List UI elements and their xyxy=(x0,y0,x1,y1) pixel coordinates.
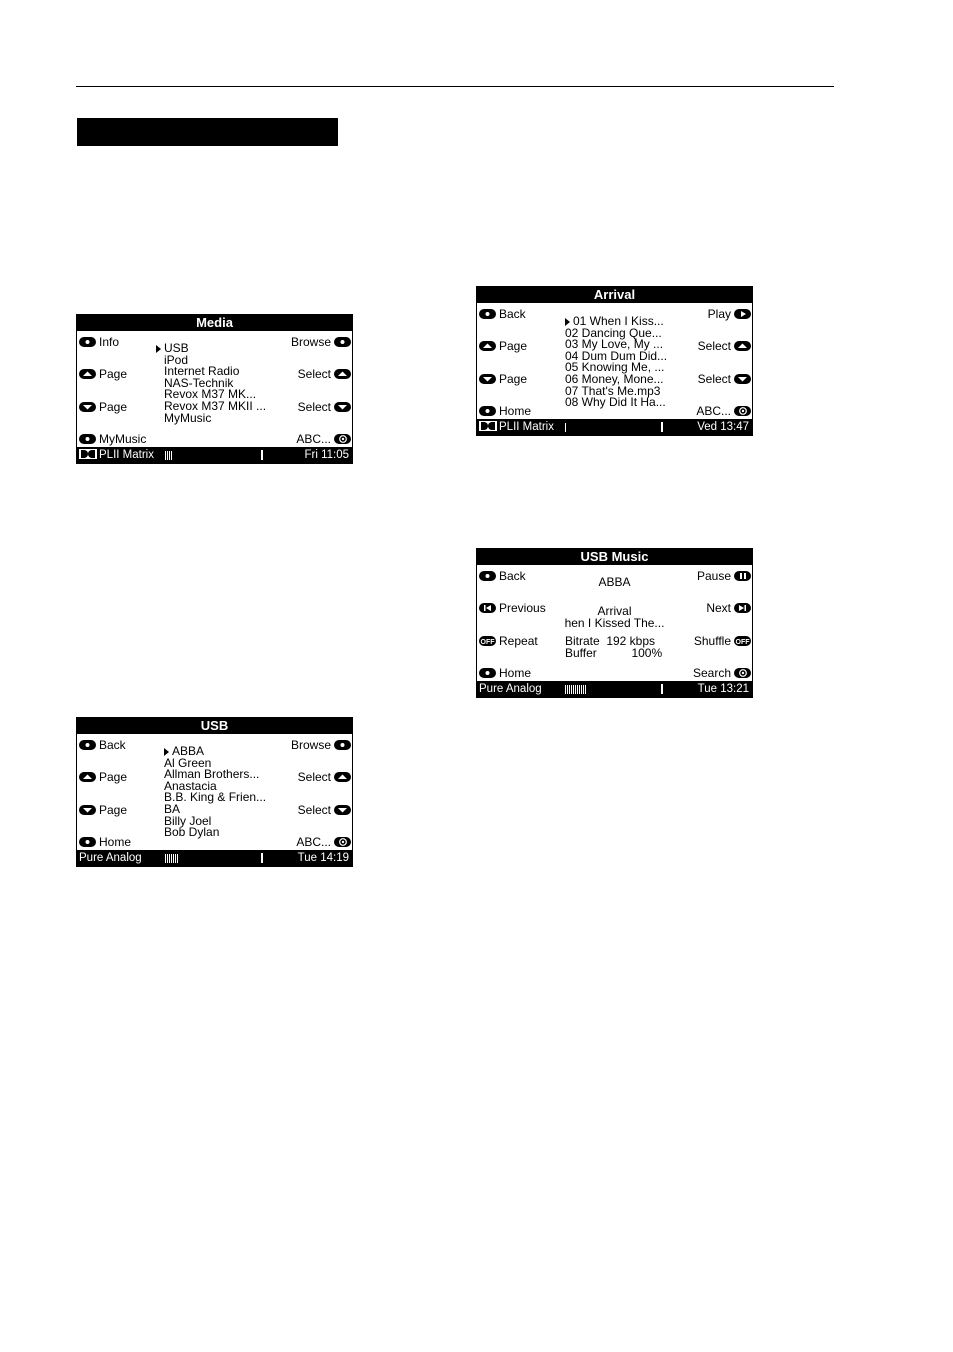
level-segment xyxy=(571,685,572,694)
list-item[interactable]: Internet Radio xyxy=(164,364,240,379)
audio-mode: PLII Matrix xyxy=(499,421,554,433)
level-segment xyxy=(565,423,566,432)
status-bar xyxy=(477,681,752,697)
level-segment xyxy=(579,685,580,694)
round-button-icon xyxy=(79,434,96,444)
up-arrow-icon xyxy=(79,369,96,379)
screen-title: Media xyxy=(77,315,352,331)
down-arrow-icon xyxy=(734,374,751,384)
screen-title: USB xyxy=(77,718,352,734)
list-item[interactable]: Revox M37 MK... xyxy=(164,387,257,402)
level-segment xyxy=(171,451,172,460)
artist-name: ABBA xyxy=(598,575,631,589)
level-segment xyxy=(573,685,574,694)
round-button-icon xyxy=(79,740,96,750)
up-arrow-icon xyxy=(479,341,496,351)
buffer-row xyxy=(565,647,662,659)
clock: Tue 13:21 xyxy=(697,683,749,695)
up-arrow-icon xyxy=(334,772,351,782)
clock: Fri 11:05 xyxy=(304,449,349,461)
level-segment xyxy=(175,854,176,863)
svg-text:OFF: OFF xyxy=(480,639,495,646)
album-name: Arrival xyxy=(597,604,632,618)
audio-mode: Pure Analog xyxy=(79,852,142,864)
shuffle-button[interactable]: Shuffle OFF xyxy=(693,634,750,648)
abc-button[interactable]: ABC... xyxy=(696,404,751,418)
next-button[interactable]: Next xyxy=(706,601,751,615)
list-item[interactable]: Revox M37 MKII ... xyxy=(164,398,267,413)
level-meter xyxy=(565,685,587,694)
clock: Tue 14:19 xyxy=(297,852,349,864)
level-marker xyxy=(261,853,263,863)
list-item[interactable]: MyMusic xyxy=(164,410,212,425)
up-arrow-icon xyxy=(334,369,351,379)
page-down-button[interactable]: Page xyxy=(479,372,527,386)
list-item[interactable]: 01 When I Kiss... xyxy=(573,316,667,328)
page-up-button[interactable]: Page xyxy=(79,367,127,381)
level-segment xyxy=(171,854,172,863)
search-button[interactable]: Search xyxy=(693,666,751,680)
list-item[interactable]: Anastacia xyxy=(164,778,217,793)
buffer-value: 100% xyxy=(631,646,663,660)
list-item[interactable]: Billy Joel xyxy=(164,813,212,828)
target-icon xyxy=(734,668,751,678)
level-segment xyxy=(575,685,576,694)
play-button[interactable]: Play xyxy=(708,307,751,321)
level-segment xyxy=(165,854,166,863)
target-icon xyxy=(334,837,351,847)
info-button[interactable]: Info xyxy=(79,335,119,349)
clock: Ved 13:47 xyxy=(697,421,749,433)
screen-title: USB Music xyxy=(477,549,752,565)
page-down-button[interactable]: Page xyxy=(79,803,127,817)
dolby-icon xyxy=(79,449,97,459)
previous-button[interactable]: Previous xyxy=(479,601,546,615)
list-item[interactable]: iPod xyxy=(164,352,189,367)
list-item[interactable]: B.B. King & Frien... xyxy=(164,790,267,805)
page-up-button[interactable]: Page xyxy=(479,339,527,353)
track-name: hen I Kissed The... xyxy=(564,616,665,630)
level-marker xyxy=(261,450,263,460)
level-segment xyxy=(167,451,168,460)
up-arrow-icon xyxy=(734,341,751,351)
level-segment xyxy=(165,451,166,460)
round-button-icon xyxy=(334,740,351,750)
off-icon xyxy=(734,636,751,646)
list-item[interactable]: Allman Brothers... xyxy=(164,767,260,782)
level-meter xyxy=(165,854,179,863)
back-button[interactable]: Back xyxy=(479,569,526,583)
round-button-icon xyxy=(79,337,96,347)
select-up-button[interactable]: Select xyxy=(298,367,351,381)
level-segment xyxy=(169,854,170,863)
level-segment xyxy=(169,451,170,460)
list-item[interactable]: 03 My Love, My ... xyxy=(565,337,664,352)
level-meter xyxy=(165,451,173,460)
back-button[interactable]: Back xyxy=(79,738,126,752)
svg-text:OFF: OFF xyxy=(735,639,750,646)
bitrate-value: 192 kbps xyxy=(606,634,656,648)
abc-button[interactable]: ABC... xyxy=(296,835,351,849)
usb-screen xyxy=(76,717,353,867)
audio-mode: PLII Matrix xyxy=(99,449,154,461)
section-heading-bar xyxy=(77,118,338,146)
level-segment xyxy=(569,685,570,694)
buffer-label: Buffer xyxy=(565,646,597,660)
down-arrow-icon xyxy=(79,805,96,815)
list-item[interactable]: 04 Dum Dum Did... xyxy=(565,348,668,363)
level-segment xyxy=(167,854,168,863)
down-arrow-icon xyxy=(79,402,96,412)
list-item[interactable]: Al Green xyxy=(164,755,212,770)
up-arrow-icon xyxy=(79,772,96,782)
list-item[interactable]: 06 Money, Mone... xyxy=(565,371,664,386)
track-list xyxy=(565,316,667,409)
media-list xyxy=(164,343,266,424)
target-icon xyxy=(734,406,751,416)
list-item[interactable]: 08 Why Did It Ha... xyxy=(565,395,666,410)
list-item[interactable]: 02 Dancing Que... xyxy=(565,325,662,340)
round-button-icon xyxy=(334,337,351,347)
page-down-button[interactable]: Page xyxy=(79,400,127,414)
level-segment xyxy=(173,854,174,863)
level-segment xyxy=(577,685,578,694)
select-down-button[interactable]: Select xyxy=(298,400,351,414)
play-icon xyxy=(734,309,751,319)
select-down-button[interactable]: Select xyxy=(698,372,751,386)
list-item[interactable]: Bob Dylan xyxy=(164,825,220,840)
level-segment xyxy=(581,685,582,694)
down-arrow-icon xyxy=(334,805,351,815)
down-arrow-icon xyxy=(479,374,496,384)
select-up-button[interactable]: Select xyxy=(698,339,751,353)
level-segment xyxy=(567,685,568,694)
list-item[interactable]: NAS-Technik xyxy=(164,375,234,390)
audio-mode: Pure Analog xyxy=(479,683,542,695)
page-up-button[interactable]: Page xyxy=(79,770,127,784)
usb-music-screen xyxy=(476,548,753,698)
round-button-icon xyxy=(79,837,96,847)
level-marker xyxy=(661,684,663,694)
level-segment xyxy=(585,685,586,694)
status-bar xyxy=(77,447,352,463)
home-button[interactable]: Home xyxy=(79,835,131,849)
artist-list xyxy=(164,746,266,839)
screen-title: Arrival xyxy=(477,287,752,303)
list-item[interactable]: USB xyxy=(164,343,266,355)
repeat-button[interactable]: OFF Repeat xyxy=(480,634,538,648)
select-down-button[interactable]: Select xyxy=(298,803,351,817)
mymusic-button[interactable]: MyMusic xyxy=(79,432,146,446)
home-button[interactable]: Home xyxy=(479,404,531,418)
level-meter xyxy=(565,423,567,432)
round-button-icon xyxy=(479,668,496,678)
list-item[interactable]: 05 Knowing Me, ... xyxy=(565,360,665,375)
list-item[interactable]: ABBA xyxy=(172,746,266,758)
page-header-rule xyxy=(76,86,834,87)
round-button-icon xyxy=(479,406,496,416)
list-item[interactable]: 07 That's Me.mp3 xyxy=(565,383,661,398)
home-button[interactable]: Home xyxy=(479,666,531,680)
level-segment xyxy=(177,854,178,863)
round-button-icon xyxy=(479,309,496,319)
status-bar xyxy=(477,419,752,435)
bitrate-label: Bitrate xyxy=(565,634,600,648)
down-arrow-icon xyxy=(334,402,351,412)
off-icon xyxy=(479,636,496,646)
browse-button[interactable]: Browse xyxy=(291,335,351,349)
media-screen xyxy=(76,314,353,464)
arrival-screen xyxy=(476,286,753,436)
list-item[interactable]: BA xyxy=(164,801,181,816)
select-up-button[interactable]: Select xyxy=(298,770,351,784)
back-button[interactable]: Back xyxy=(479,307,526,321)
dolby-icon xyxy=(479,421,497,431)
browse-button[interactable]: Browse xyxy=(291,738,351,752)
level-marker xyxy=(661,422,663,432)
status-bar xyxy=(77,850,352,866)
target-icon xyxy=(334,434,351,444)
abc-button[interactable]: ABC... xyxy=(296,432,351,446)
level-segment xyxy=(583,685,584,694)
level-segment xyxy=(565,685,566,694)
pause-button[interactable]: Pause xyxy=(697,569,751,583)
